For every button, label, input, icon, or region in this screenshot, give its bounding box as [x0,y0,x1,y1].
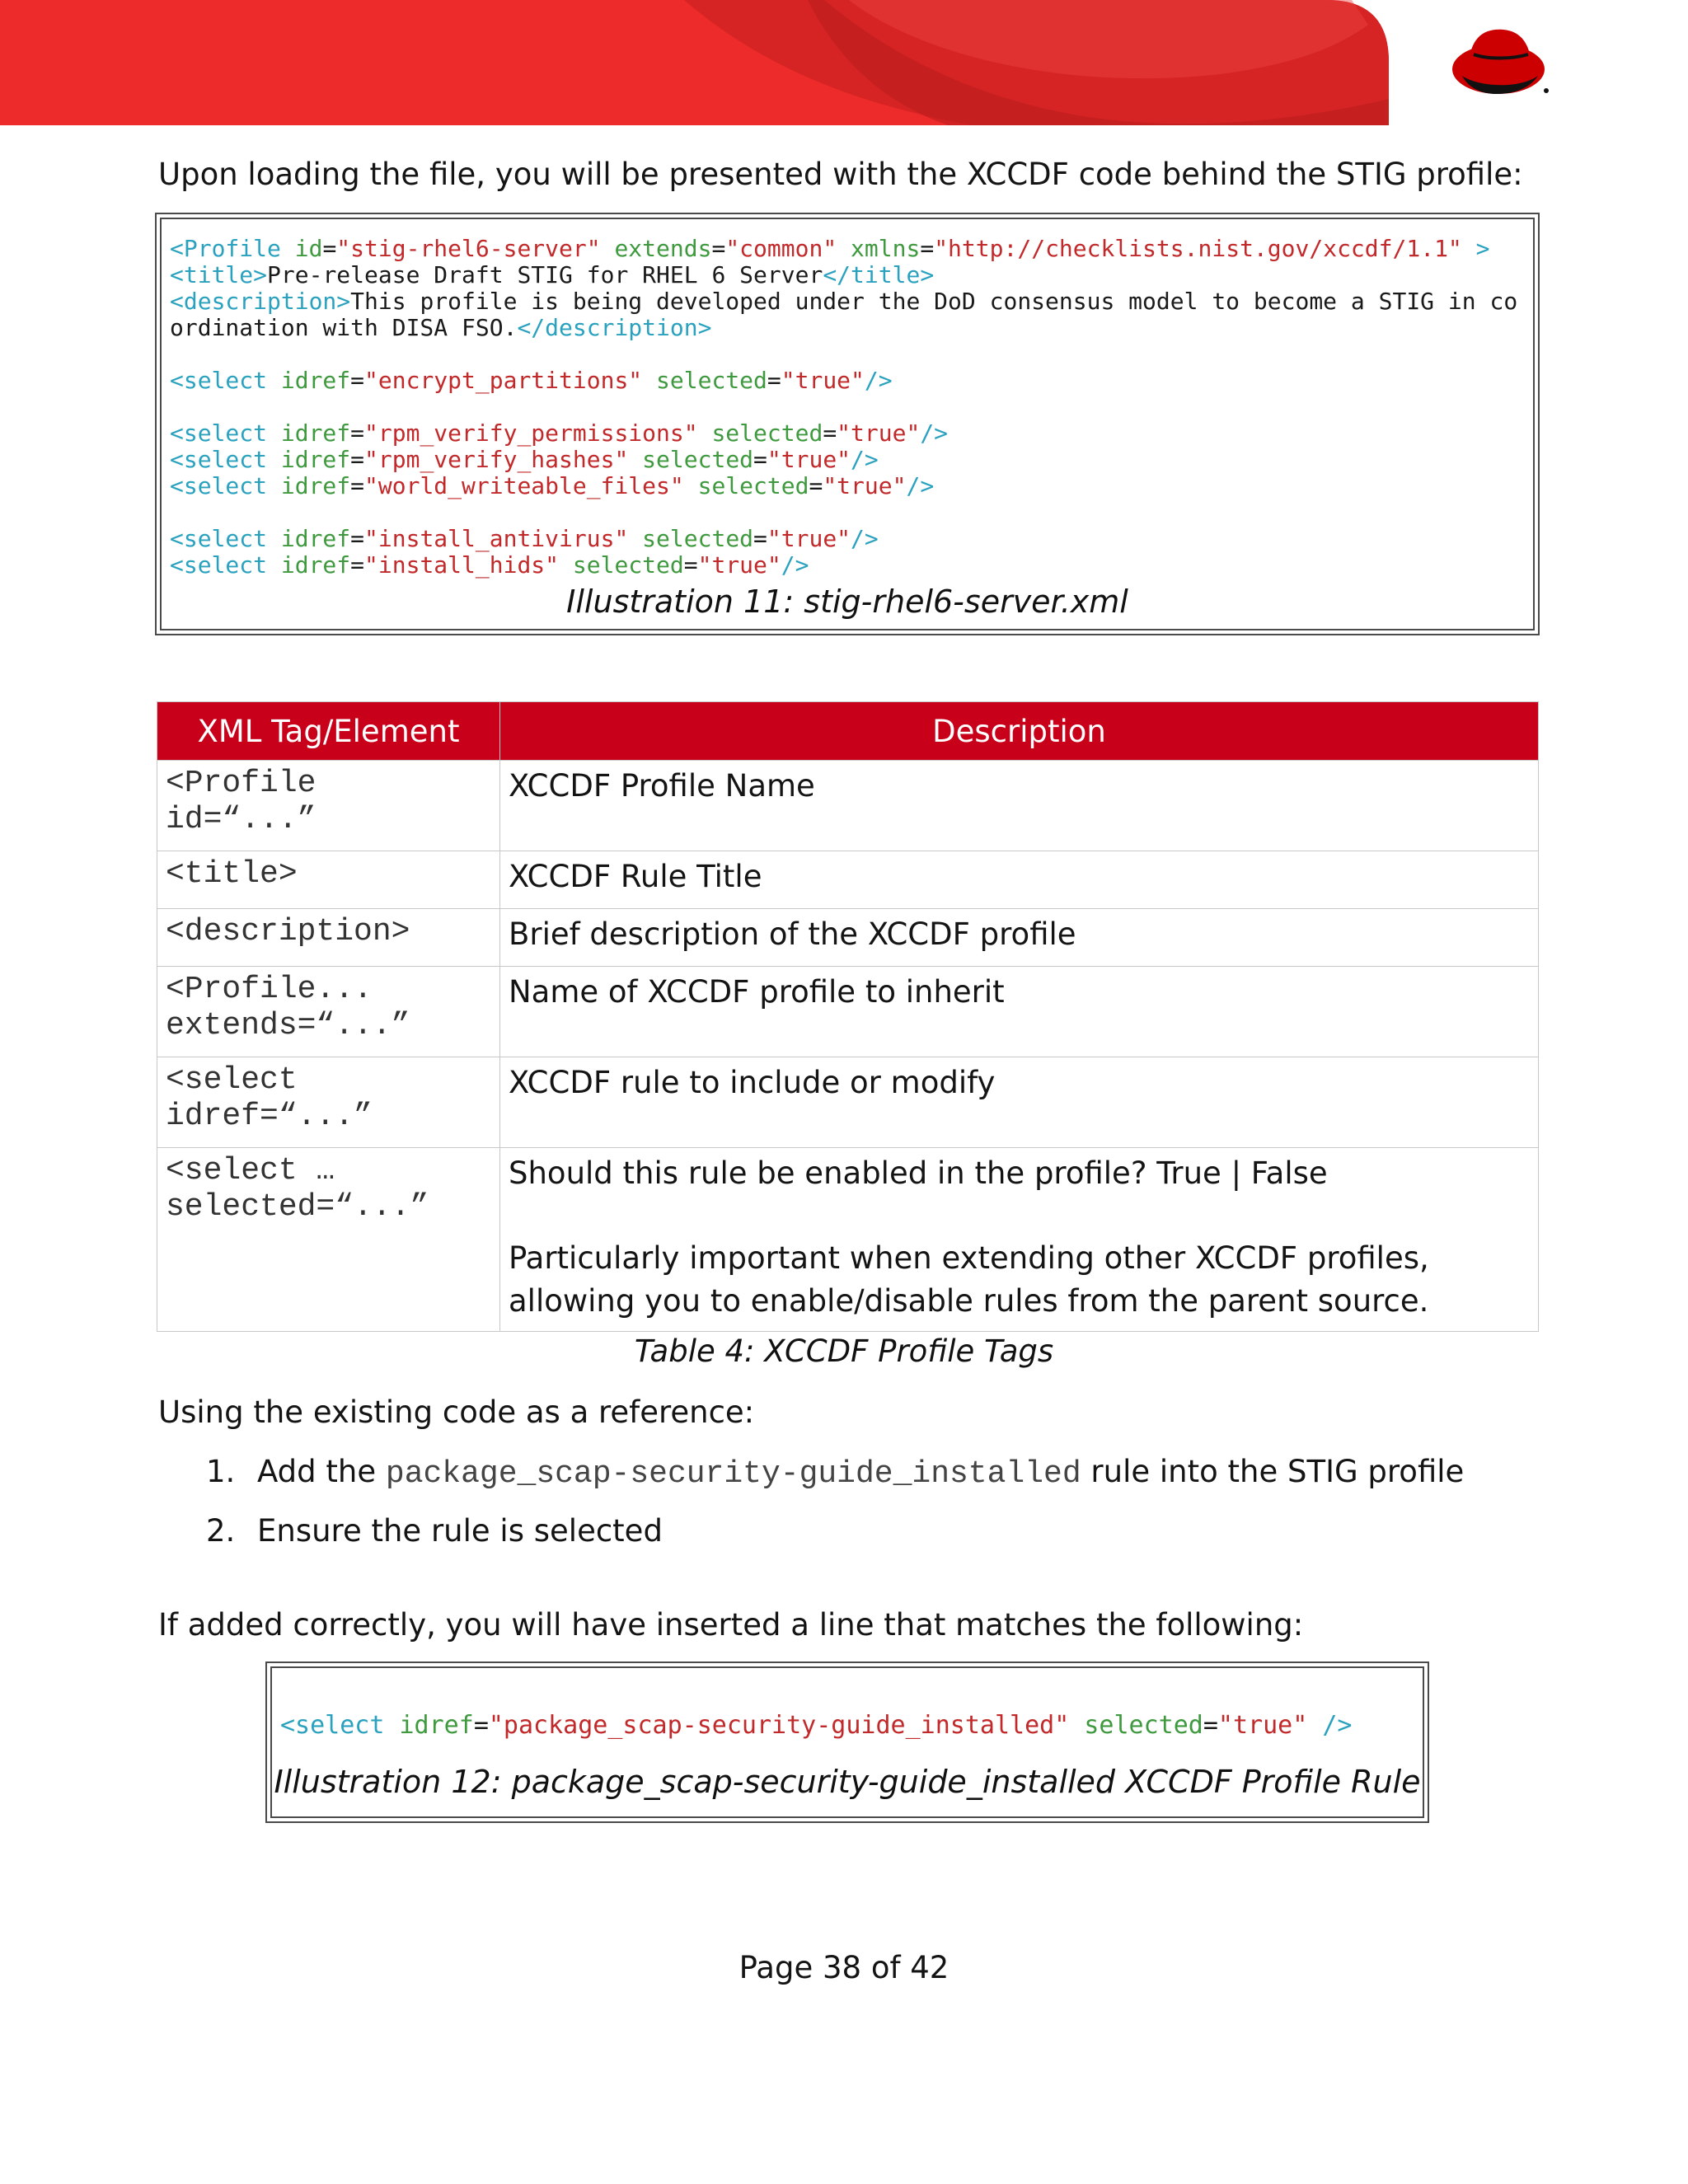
table-header-row [157,702,1539,761]
code-line [280,1713,1352,1739]
code-illustration-12 [265,1661,1429,1823]
header-swoosh [0,0,1389,125]
code-listing [170,236,1517,579]
tag-cell: <Profile id=“...” [157,761,500,851]
illustration-caption: Illustration 12: package_scap-security-guide_installed XCCDF Profile Rule [274,1764,1421,1800]
redhat-logo [1446,21,1554,104]
code-line: <select idref="rpm_verify_hashes" selected="true"/> [170,446,879,473]
column-header-description: Description [500,702,1539,761]
description-cell: XCCDF Profile Name [500,761,1539,851]
code-line: <description>This profile is being developed under the DoD consensus model to become a STIG in co [170,288,1518,315]
code-line: ordination with DISA FSO.</description> [170,314,712,341]
header-band [0,0,1389,125]
step-number: 1. [206,1454,236,1489]
code-line [170,499,1517,526]
code-illustration-11 [155,213,1540,635]
match-paragraph: If added correctly, you will have inserted a line that matches the following: [158,1607,1304,1643]
page-number: Page 38 of 42 [738,1950,950,1985]
rule-name-code: package_scap-security-guide_installed [385,1456,1081,1492]
table-row [157,1148,1539,1332]
code-line: <select idref="rpm_verify_permissions" selected="true"/> [170,419,949,447]
tag-cell: <select idref=“...” [157,1057,500,1148]
code-line: <select idref="install_hids" selected="true"/> [170,551,809,579]
code-line: <select idref="encrypt_partitions" selected="true"/> [170,367,893,394]
tag-cell: <Profile... extends=“...” [157,967,500,1057]
xccdf-profile-tags-table [157,701,1539,1332]
table-row [157,967,1539,1057]
illustration-caption: Illustration 11: stig-rhel6-server.xml [566,583,1128,620]
step-number: 2. [206,1513,236,1549]
code-line [170,341,1517,368]
code-line: <Profile id="stig-rhel6-server" extends="common" xmlns="http://checklists.nist.gov/xccdf/1.1" > [170,235,1490,262]
tag-cell: <title> [157,851,500,909]
reference-paragraph: Using the existing code as a reference: [158,1394,755,1430]
description-cell: Should this rule be enabled in the profile? True | False Particularly important when extending other XCCDF profiles, allowing you to enable/disable rules from the parent source. [500,1148,1539,1332]
table-row [157,1057,1539,1148]
code-line: <title>Pre-release Draft STIG for RHEL 6 Server</title> [170,261,935,288]
description-cell: Brief description of the XCCDF profile [500,909,1539,967]
description-cell: XCCDF Rule Title [500,851,1539,909]
column-header-tag: XML Tag/Element [157,702,500,761]
description-cell: Name of XCCDF profile to inherit [500,967,1539,1057]
code-line: <select idref="install_antivirus" selected="true"/> [170,525,879,552]
code-line: <select idref="world_writeable_files" selected="true"/> [170,472,935,499]
code-line: <select idref="package_scap-security-guide_installed" selected="true" /> [280,1711,1353,1740]
table-row [157,851,1539,909]
code-line [170,394,1517,420]
table-row [157,761,1539,851]
description-cell: XCCDF rule to include or modify [500,1057,1539,1148]
tag-cell: <description> [157,909,500,967]
tag-cell: <select … selected=“...” [157,1148,500,1332]
table-row [157,909,1539,967]
intro-paragraph: Upon loading the file, you will be presented with the XCCDF code behind the STIG profile: [158,157,1523,192]
redhat-shadowman-icon [1446,21,1554,104]
table-caption: Table 4: XCCDF Profile Tags [634,1333,1054,1369]
